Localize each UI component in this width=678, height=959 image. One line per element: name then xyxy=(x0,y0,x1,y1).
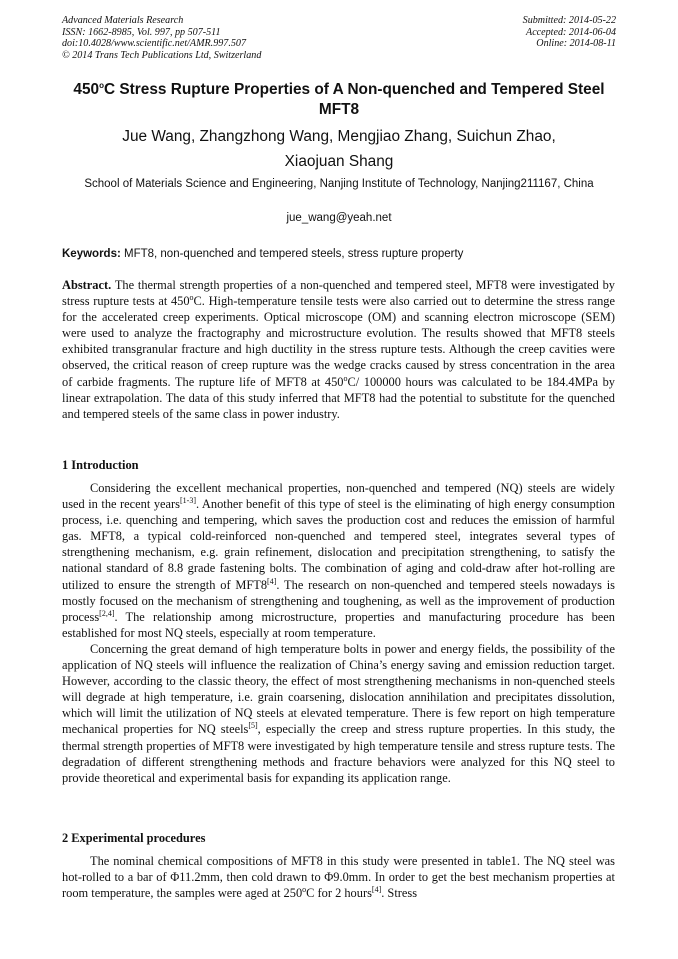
section-heading-introduction: 1 Introduction xyxy=(62,458,139,472)
author-email: jue_wang@yeah.net xyxy=(286,212,392,224)
title-part: 450 xyxy=(73,81,100,98)
journal-name: Advanced Materials Research xyxy=(62,15,184,26)
title-part: C Stress Rupture Properties of A Non-quenched and Tempered Steel MFT8 xyxy=(104,81,605,118)
section-heading-experimental: 2 Experimental procedures xyxy=(62,831,206,845)
journal-info xyxy=(62,15,261,61)
date-accepted: Accepted: 2014-06-04 xyxy=(526,26,616,38)
abstract-text: The thermal strength properties of a non-quenched and tempered steel, MFT8 were investigated by stress rupture tests at 450 xyxy=(62,278,615,309)
section-experimental xyxy=(62,853,615,901)
keywords xyxy=(62,247,616,261)
paragraph xyxy=(62,641,615,786)
paragraph-text: Considering the excellent mechanical properties, non-quenched and tempered (NQ) steels are widely used in the recent years xyxy=(62,481,615,512)
authors-line: Jue Wang, Zhangzhong Wang, Mengjiao Zhang, Suichun Zhao, xyxy=(122,128,556,145)
journal-issn: ISSN: 1662-8985, Vol. 997, pp 507-511 xyxy=(62,26,221,38)
date-online: Online: 2014-08-11 xyxy=(536,38,616,50)
paragraph-text: The nominal chemical compositions of MFT8 in this study were presented in table1. The NQ steel was hot-rolled to a bar of Φ11.2mm, then cold drawn to Φ9.0mm. In order to get the best mechanism properties at room temperature, the samples were aged at 250 xyxy=(62,854,615,901)
paragraph xyxy=(62,480,615,641)
citation: [4] xyxy=(267,576,277,586)
paragraph-text: . The relationship among microstructure, properties and manufacturing procedure has been established for most NQ steels, especially at room temperature. xyxy=(62,609,615,640)
abstract-text: C. High-temperature tensile tests were also carried out to determine the stress range for the accelerated creep experiments. Optical microscope (OM) and scanning electron microscope (SEM) were used to analyze the fractography and microstructure evolution. The results showed that MFT8 steels exhibited transgranular fracture and high ductility in the stress rupture tests. Although the creep cavities were observed, the critical reason of creep rupture was the wedge cracks caused by stress concentration in the area of carbide fragments. The rupture life of MFT8 at 450 xyxy=(62,294,615,389)
keywords-text: MFT8, non-quenched and tempered steels, stress rupture property xyxy=(120,248,464,260)
superscript: o xyxy=(343,373,348,383)
paper-title xyxy=(55,80,623,120)
citation: [5] xyxy=(248,721,258,731)
section-introduction xyxy=(62,480,615,786)
paragraph-text: . Another benefit of this type of steel is the eliminating of high energy consumption process, i.e. quenching and tempering, which saves the production cost and reduces the emission of harmful gas. MFT8, a typical cold-reinforced non-quenched and tempered steel, integrates several types of strengthening mechanism, e.g. grain refinement, dislocation and precipitation strengthening, to satisfy the national standard of 8.8 grade fastening bolts. The combination of aging and cold-draw after hot-rolling are utilized to ensure the strength of MFT8 xyxy=(62,497,615,592)
journal-copyright: © 2014 Trans Tech Publications Ltd, Switzerland xyxy=(62,49,262,61)
superscript: o xyxy=(302,885,307,895)
journal-header xyxy=(62,15,616,61)
paragraph-text: . Stress xyxy=(381,886,418,901)
paragraph-text: C for 2 hours xyxy=(306,886,372,901)
citation: [4] xyxy=(371,885,382,895)
paragraph-text: Concerning the great demand of high temperature bolts in power and energy fields, the possibility of the application of NQ steels will influence the realization of China’s energy saving and emission reduction target. However, according to the classic theory, the effect of most strengthening mechanisms in non-quenched steels will degrade at high temperature, i.e. grain coarsening, dislocation annihilation and precipitates dissolution, which will limit the utilization of NQ steels at elevated temperature. There is few report on high temperature mechanical properties for NQ steels xyxy=(62,641,615,737)
abstract xyxy=(62,277,615,422)
keywords-label: Keywords: xyxy=(62,248,121,260)
title-superscript: o xyxy=(99,80,104,90)
author-list xyxy=(55,124,623,174)
citation: [1-3] xyxy=(179,495,196,505)
paragraph-text: . The research on non-quenched and tempered steels nowadays is mostly focused on the mechanism of strengthening and toughening, as well as the improvement of production process xyxy=(62,577,615,624)
paragraph xyxy=(62,853,615,901)
journal-doi: doi:10.4028/www.scientific.net/AMR.997.507 xyxy=(62,38,247,50)
abstract-text: C/ 100000 hours was calculated to be 184.4MPa by linear extrapolation. The data of this study inferred that MFT8 had the potential to substitute for the quenched and tempered steels of the same class in power industry. xyxy=(62,374,615,421)
superscript: o xyxy=(189,292,194,302)
paragraph-text: , especially the creep and stress rupture properties. In this study, the thermal strength properties of MFT8 were investigated by high temperature tensile and stress rupture tests. The degradation of different strengthening methods and fracture behaviors were analyzed for this NQ steel to provide theoretical and experimental basis for expanding its application range. xyxy=(62,722,615,785)
date-submitted: Submitted: 2014-05-22 xyxy=(522,15,616,26)
abstract-label: Abstract. xyxy=(62,278,112,292)
submission-dates xyxy=(523,15,616,61)
authors-line: Xiaojuan Shang xyxy=(284,153,394,170)
affiliation: School of Materials Science and Engineering, Nanjing Institute of Technology, Nanjing211167, China xyxy=(84,178,594,190)
citation: [2,4] xyxy=(99,608,115,618)
